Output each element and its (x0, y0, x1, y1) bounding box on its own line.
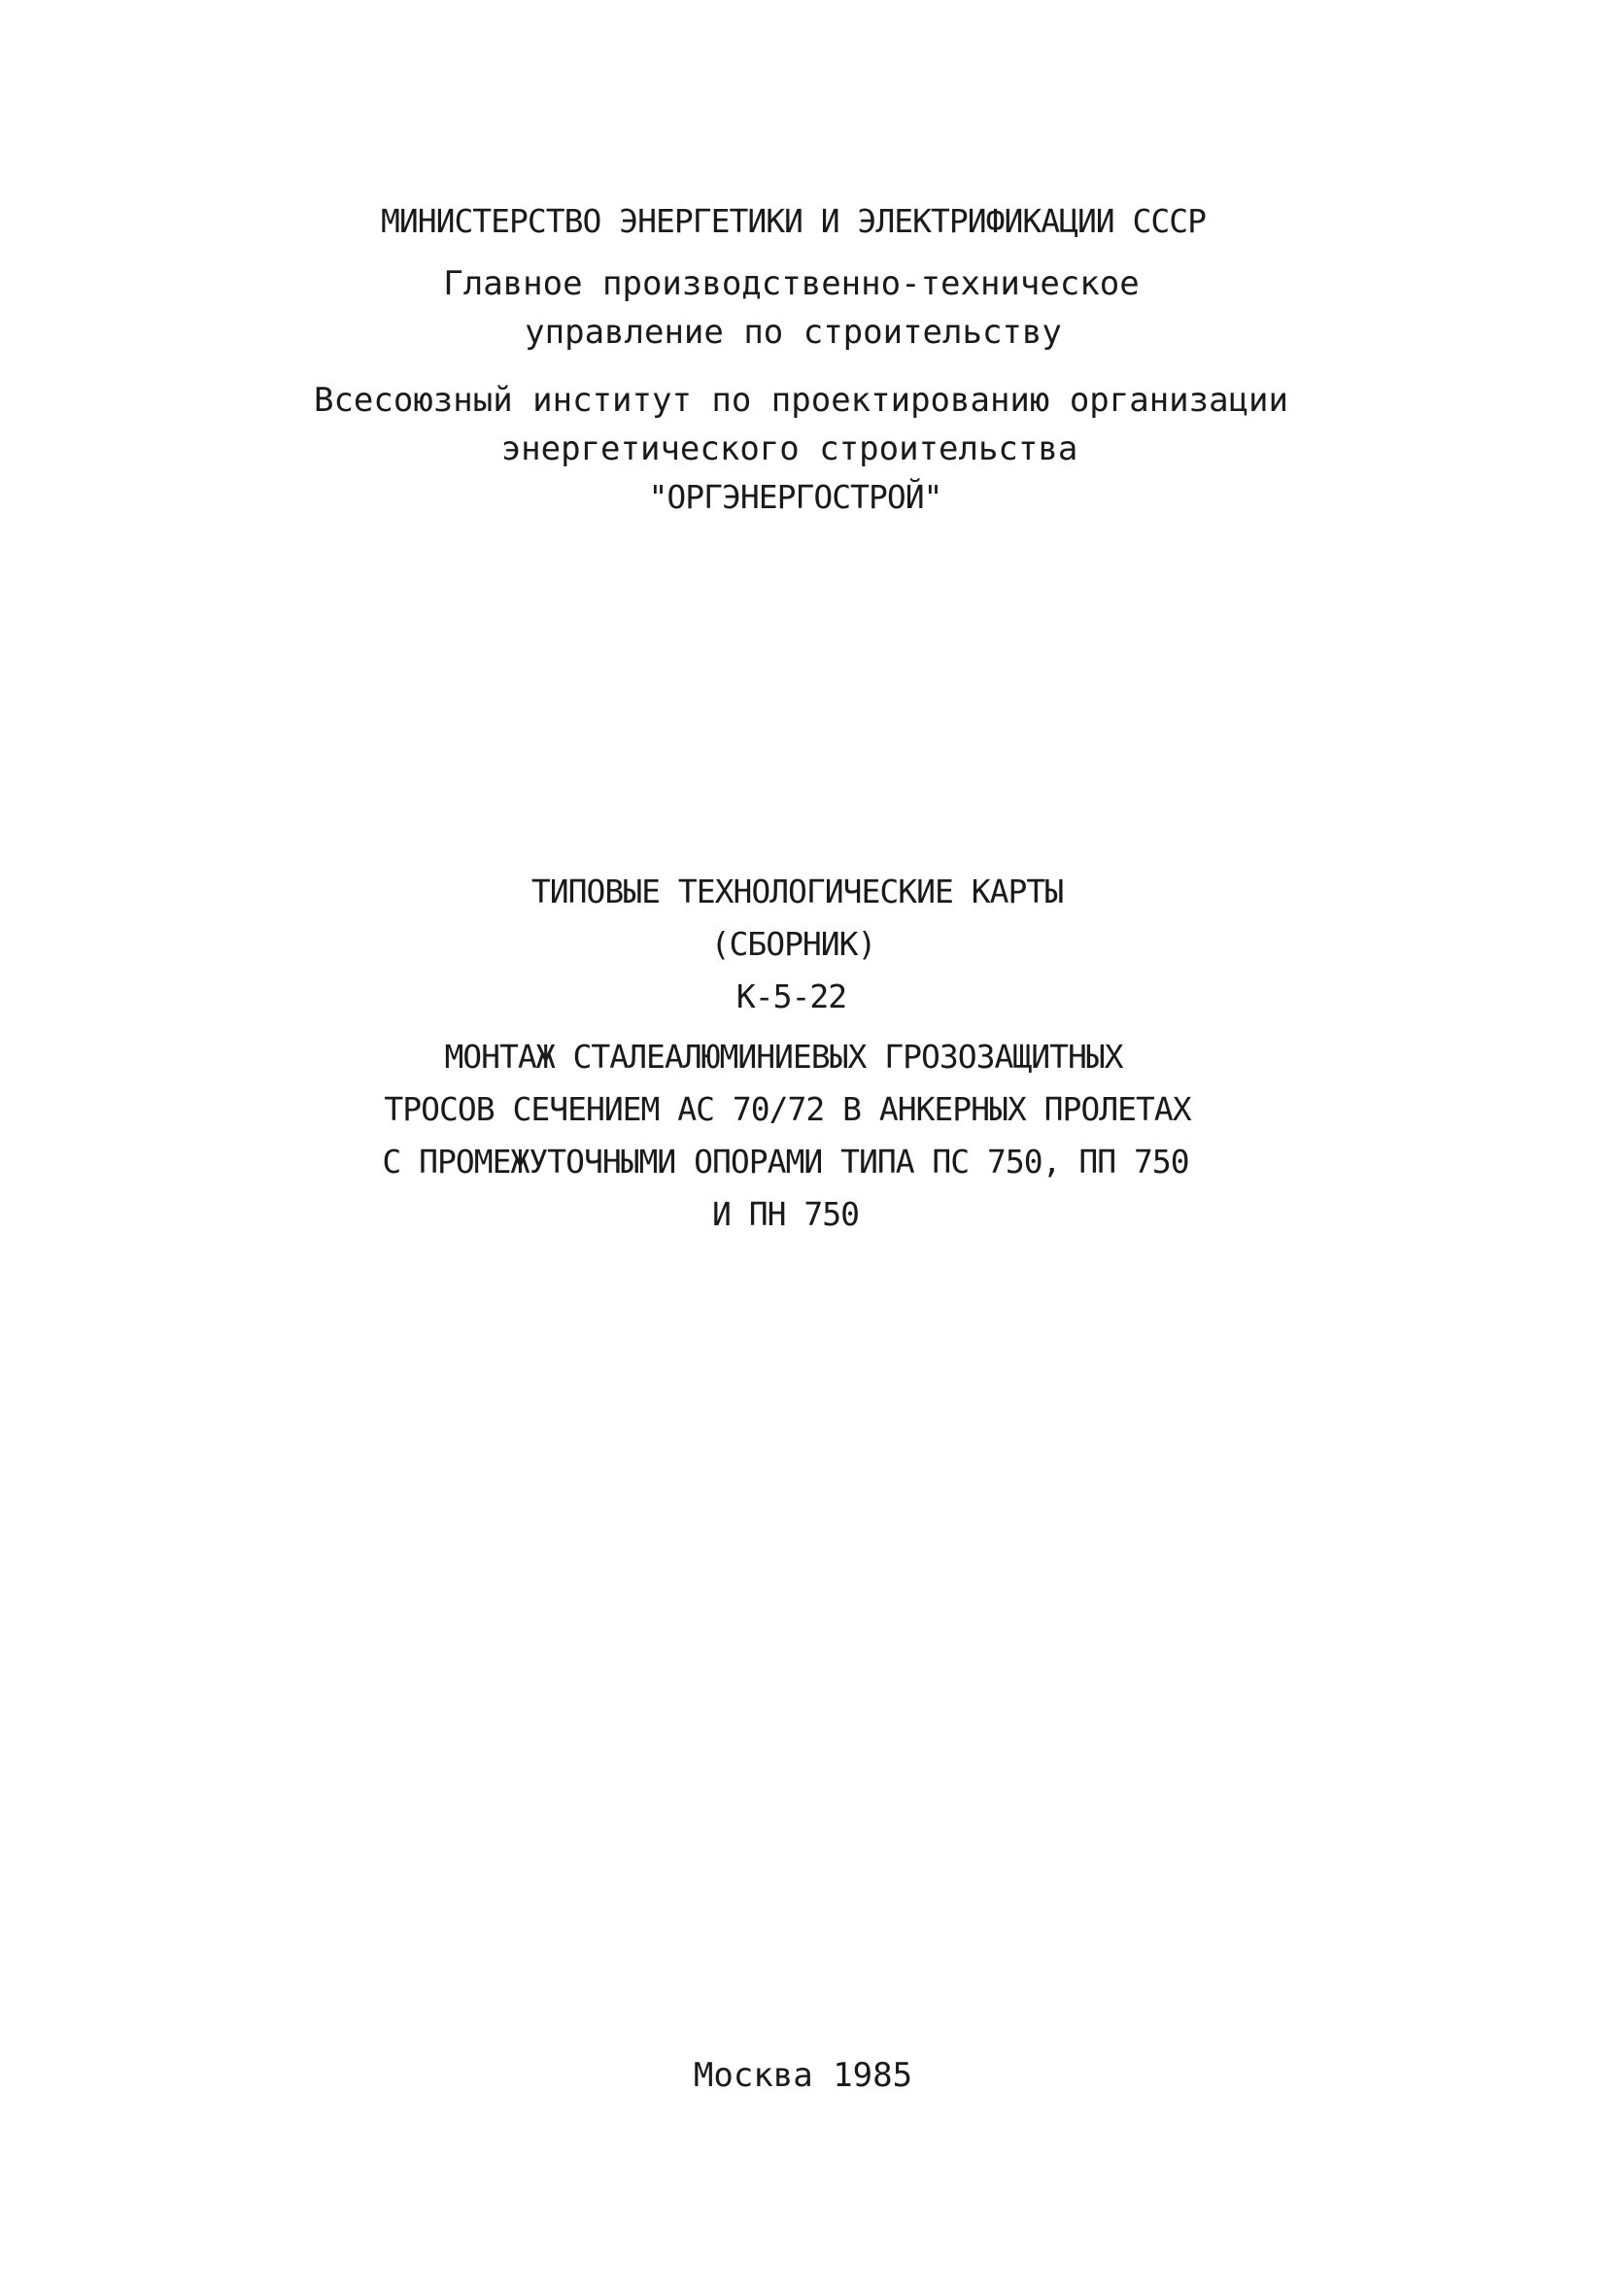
institute-line-1: Всесоюзный институт по проектированию организации (313, 381, 1289, 420)
place-and-year: Москва 1985 (693, 2056, 913, 2095)
subject-line-1: МОНТАЖ СТАЛЕАЛЮМИНИЕВЫХ ГРОЗОЗАЩИТНЫХ (444, 1038, 1123, 1076)
document-title-line-1: ТИПОВЫЕ ТЕХНОЛОГИЧЕСКИЕ КАРТЫ (530, 873, 1064, 910)
institute-name: "ОРГЭНЕРГОСТРОЙ" (648, 478, 942, 516)
ministry-heading: МИНИСТЕРСТВО ЭНЕРГЕТИКИ И ЭЛЕКТРИФИКАЦИИ СССР (380, 202, 1207, 240)
document-code: К-5-22 (735, 977, 847, 1015)
subject-line-4: И ПН 750 (712, 1195, 859, 1233)
document-title-line-2: (СБОРНИК) (710, 925, 876, 963)
subject-line-2: ТРОСОВ СЕЧЕНИЕМ АС 70/72 В АНКЕРНЫХ ПРОЛЕТАХ (384, 1090, 1191, 1128)
institute-line-2: энергетического строительства (500, 429, 1078, 468)
subject-line-3: С ПРОМЕЖУТОЧНЫМИ ОПОРАМИ ТИПА ПС 750, ПП 750 (382, 1143, 1189, 1181)
directorate-line-1: Главное производственно-техническое (443, 264, 1140, 303)
directorate-line-2: управление по строительству (525, 313, 1062, 352)
